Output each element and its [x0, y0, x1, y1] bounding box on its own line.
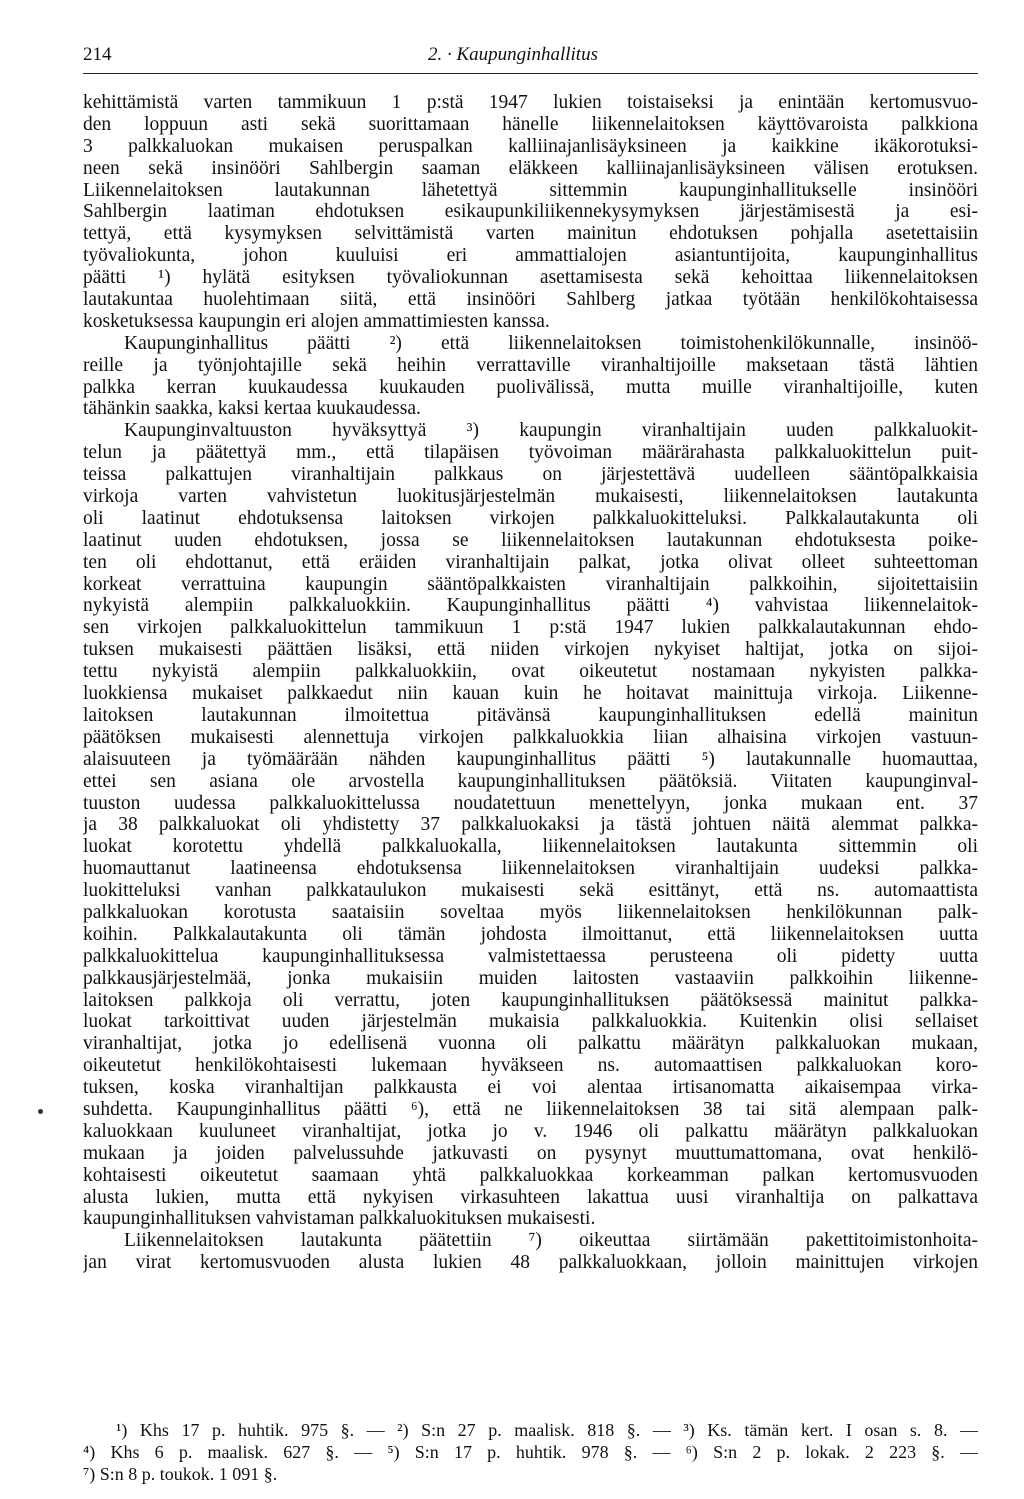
text-line: laitoksen lautakunnan ilmoitettua pitävänsä kaupunginhallituksen edellä mainitun [83, 704, 978, 726]
text-line: kaluokkaan kuuluneet viranhaltijat, jotka jo v. 1946 oli palkattu määrätyn palkkaluokan [83, 1120, 978, 1142]
text-line: tuksen mukaisesti päättäen lisäksi, että niiden virkojen nykyiset haltijat, jotka on sijoi- [83, 639, 978, 661]
text-line: korkeat verrattuina kaupungin sääntöpalkkaisten viranhaltijain palkkoihin, sijoitettaisiin [83, 573, 978, 595]
text-line: oikeutetut henkilökohtaisesti lukemaan hyväkseen ns. automaattisen palkkaluokan koro- [83, 1055, 978, 1077]
body-text [83, 92, 978, 1274]
text-line: suhdetta. Kaupunginhallitus päätti ⁶), että ne liikennelaitoksen 38 tai sitä alempaan palk- [83, 1098, 978, 1120]
text-line: kohtaisesti oikeutetut saamaan yhtä palkkaluokkaa korkeamman palkan kertomusvuoden [83, 1164, 978, 1186]
text-line: nykyistä alempiin palkkaluokkiin. Kaupunginhallitus päätti ⁴) vahvistaa liikennelaitok- [83, 595, 978, 617]
text-line: Kaupunginvaltuuston hyväksyttyä ³) kaupungin viranhaltijain uuden palkkaluokit- [124, 420, 978, 442]
text-line: den loppuun asti sekä suorittamaan hänelle liikennelaitoksen käyttövaroista palkkiona [83, 113, 978, 135]
text-line: laatinut uuden ehdotuksen, jossa se liikennelaitoksen lautakunnan ehdotuksesta poike- [83, 529, 978, 551]
paragraph [83, 1230, 978, 1274]
text-line: neen sekä insinööri Sahlbergin saaman eläkkeen kalliinajanlisäyksineen välisen erotuksen. [83, 157, 978, 179]
text-line: luokitteluksi vanhan palkkataulukon mukaisesti sekä esittänyt, että ns. automaattista [83, 880, 978, 902]
text-line: kehittämistä varten tammikuun 1 p:stä 1947 lukien toistaiseksi ja enintään kertomusvuo- [83, 92, 978, 113]
text-line: laitoksen palkkoja oli verrattu, joten kaupunginhallituksen päätöksessä mainitut palkka- [83, 989, 978, 1011]
text-line: 3 palkkaluokan mukaisen peruspalkan kalliinajanlisäyksineen ja kaikkine ikäkorotuksi- [83, 135, 978, 157]
text-line: tuuston uudessa palkkaluokittelussa noudatettuun menettelyyn, jonka mukaan ent. 37 [83, 792, 978, 814]
text-line: teissa palkattujen viranhaltijain palkkaus on järjestettävä uudelleen sääntöpalkkaisia [83, 464, 978, 486]
text-line: tuksen, koska viranhaltijan palkkausta ei voi alentaa irtisanomatta aikaisempaa virka- [83, 1077, 978, 1099]
text-line: luokat korotettu yhdellä palkkaluokalla, liikennelaitoksen lautakunta sittemmin oli [83, 836, 978, 858]
text-line: työvaliokunta, johon kuuluisi eri ammattialojen asiantuntijoita, kaupunginhallitus [83, 245, 978, 267]
text-line: ettei sen asiana ole arvostella kaupunginhallituksen päätöksiä. Viitaten kaupunginval- [83, 770, 978, 792]
text-line: koihin. Palkkalautakunta oli tämän johdosta ilmoittanut, että liikennelaitoksen uutta [83, 923, 978, 945]
paragraph [83, 333, 978, 421]
text-line: päätti ¹) hylätä esityksen työvaliokunnan asettamisesta sekä kehoittaa liikennelaitoksen [83, 267, 978, 289]
footnote-line: ⁴) Khs 6 p. maalisk. 627 §. — ⁵) S:n 17 p. huhtik. 978 §. — ⁶) S:n 2 p. lokak. 2 223 §. — [83, 1442, 978, 1462]
footnote-line: ¹) Khs 17 p. huhtik. 975 §. — ²) S:n 27 p. maalisk. 818 §. — ³) Ks. tämän kert. I osan s. 8. — [116, 1420, 978, 1440]
text-line: ten oli ehdottanut, että eräiden viranhaltijain palkat, jotka olivat olleet suhteettoman [83, 551, 978, 573]
text-line: kaupunginhallituksen vahvistaman palkkaluokituksen mukaisesti. [83, 1208, 596, 1230]
text-line: viranhaltijat, jotka jo edellisenä vuonna oli palkattu määrätyn palkkaluokan mukaan, [83, 1033, 978, 1055]
text-line: alaisuuteen ja työmäärään nähden kaupunginhallitus päätti ⁵) lautakunnalle huomauttaa, [83, 748, 978, 770]
paragraph [83, 420, 978, 1230]
text-line: sen virkojen palkkaluokittelun tammikuun 1 p:stä 1947 lukien palkkalautakunnan ehdo- [83, 617, 978, 639]
text-line: telun ja päätettyä mm., että tilapäisen työvoiman määrärahasta palkkaluokittelun puit- [83, 442, 978, 464]
text-line: virkoja varten vahvistetun luokitusjärjestelmän mukaisesti, liikennelaitoksen lautakunta [83, 486, 978, 508]
text-line: oli laatinut ehdotuksensa laitoksen virkojen palkkaluokitteluksi. Palkkalautakunta oli [83, 507, 978, 529]
running-title: 2. · Kaupunginhallitus [428, 44, 598, 65]
text-line: kosketuksessa kaupungin eri alojen ammattimiesten kanssa. [83, 310, 550, 332]
text-line: tettyä, että kysymyksen selvittämistä varten mainitun ehdotuksen pohjalla asetettaisiin [83, 223, 978, 245]
text-line: palkkausjärjestelmää, jonka mukaisiin muiden laitosten vastaaviin palkkoihin liikenne- [83, 967, 978, 989]
text-line: luokat tarkoittivat uuden järjestelmän mukaisia palkkaluokkia. Kuitenkin olisi sellaiset [83, 1011, 978, 1033]
text-line: Sahlbergin laatiman ehdotuksen esikaupunkiliikennekysymyksen järjestämisestä ja esi- [83, 201, 978, 223]
text-line: Liikennelaitoksen lautakunnan lähetettyä sittemmin kaupunginhallitukselle insinööri [83, 179, 978, 201]
text-line: huomauttanut laatineensa ehdotuksensa liikennelaitoksen viranhaltijain uudeksi palkka- [83, 858, 978, 880]
text-line: palkka kerran kuukaudessa kuukauden puolivälissä, mutta muille viranhaltijoille, kuten [83, 376, 978, 398]
paragraph [83, 92, 978, 333]
page-number: 214 [83, 44, 112, 65]
header-rule [83, 73, 978, 74]
text-line: reille ja työnjohtajille sekä heihin verrattaville viranhaltijoille maksetaan tästä lähtien [83, 354, 978, 376]
margin-dot [38, 1109, 43, 1114]
text-line: alusta lukien, mutta että nykyisen virkasuhteen lakattua uusi viranhaltija on palkattava [83, 1186, 978, 1208]
text-line: päätöksen mukaisesti alennettuja virkojen palkkaluokkia liian alhaisina virkojen vastuun- [83, 726, 978, 748]
text-line: Liikennelaitoksen lautakunta päätettiin ⁷) oikeuttaa siirtämään pakettitoimistonhoita- [124, 1230, 978, 1252]
text-line: palkkaluokittelua kaupunginhallituksessa valmistettaessa perusteena oli pidetty uutta [83, 945, 978, 967]
text-line: palkkaluokan korotusta saataisiin soveltaa myös liikennelaitoksen henkilökunnan palk- [83, 901, 978, 923]
text-line: ja 38 palkkaluokat oli yhdistetty 37 palkkaluokaksi ja tästä johtuen näitä alemmat palkka- [83, 814, 978, 836]
text-line: jan virat kertomusvuoden alusta lukien 48 palkkaluokkaan, jolloin mainittujen virkojen [83, 1252, 978, 1274]
page-header [83, 44, 978, 70]
text-line: mukaan ja joiden palvelussuhde jatkuvasti on pysynyt muuttumattomana, ovat henkilö- [83, 1142, 978, 1164]
text-line: luokkiensa mukaiset palkkaedut niin kauan kuin he hoitavat mainittuja virkoja. Liikenne- [83, 683, 978, 705]
text-line: Kaupunginhallitus päätti ²) että liikennelaitoksen toimistohenkilökunnalle, insinöö- [124, 332, 978, 354]
text-line: tettu nykyistä alempiin palkkaluokkiin, ovat oikeutetut nostamaan nykyisten palkka- [83, 661, 978, 683]
footnote-line: ⁷) S:n 8 p. toukok. 1 091 §. [83, 1464, 278, 1484]
footnotes [83, 1419, 978, 1485]
text-line: tähänkin saakka, kaksi kertaa kuukaudessa. [83, 398, 421, 420]
text-line: lautakuntaa huolehtimaan siitä, että insinööri Sahlberg jatkaa työtään henkilökohtaisessa [83, 289, 978, 311]
